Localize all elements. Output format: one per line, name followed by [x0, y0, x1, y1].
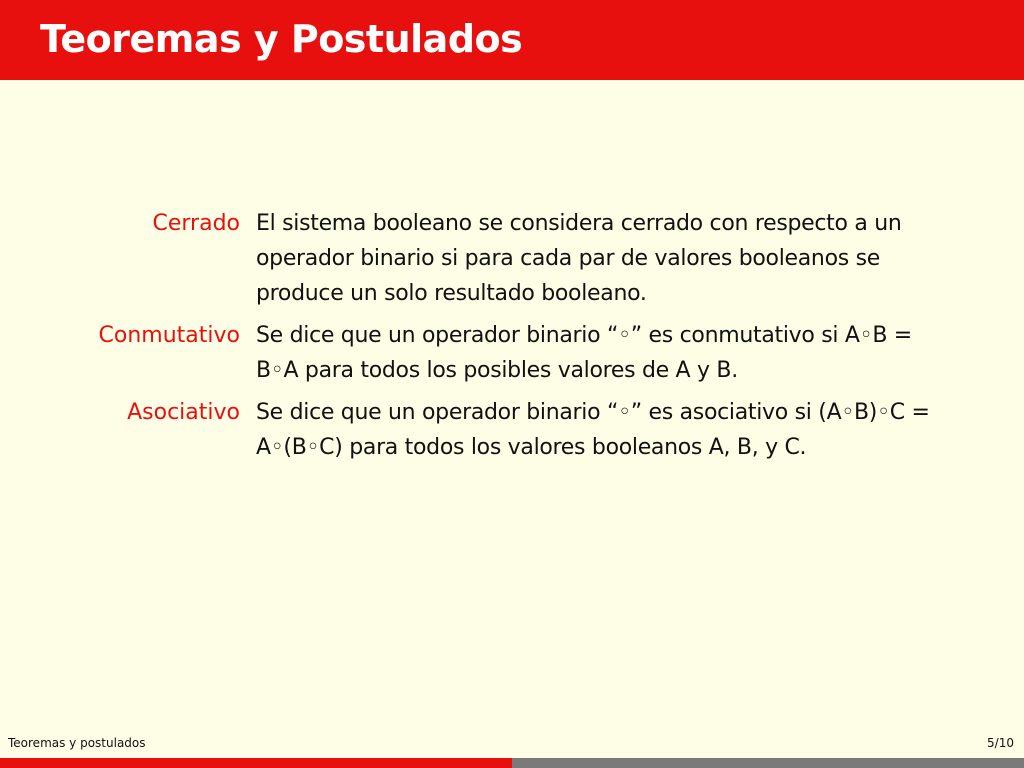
progress-bar-fill [0, 758, 512, 768]
definition-cerrado [60, 206, 960, 311]
term-cerrado: Cerrado [152, 211, 240, 236]
title-bar [0, 0, 1024, 80]
term-asociativo: Asociativo [127, 400, 240, 425]
description-conmutativo: Se dice que un operador binario “◦” es conmutativo si A◦B = B◦A para todos los posibles valores de A y B. [256, 323, 912, 383]
description-cerrado: El sistema booleano se considera cerrado con respecto a un operador binario si para cada par de valores booleanos se produce un solo resultado booleano. [256, 211, 902, 306]
progress-bar [0, 758, 1024, 768]
definition-asociativo [60, 395, 960, 465]
description-asociativo: Se dice que un operador binario “◦” es asociativo si (A◦B)◦C = A◦(B◦C) para todos los valores booleanos A, B, y C. [256, 400, 930, 460]
footer-section-title: Teoremas y postulados [8, 736, 146, 750]
slide-title: Teoremas y Postulados [40, 17, 523, 61]
term-conmutativo: Conmutativo [98, 323, 240, 348]
definition-conmutativo [60, 318, 960, 388]
page-number: 5/10 [987, 736, 1014, 750]
definition-list [60, 206, 960, 472]
